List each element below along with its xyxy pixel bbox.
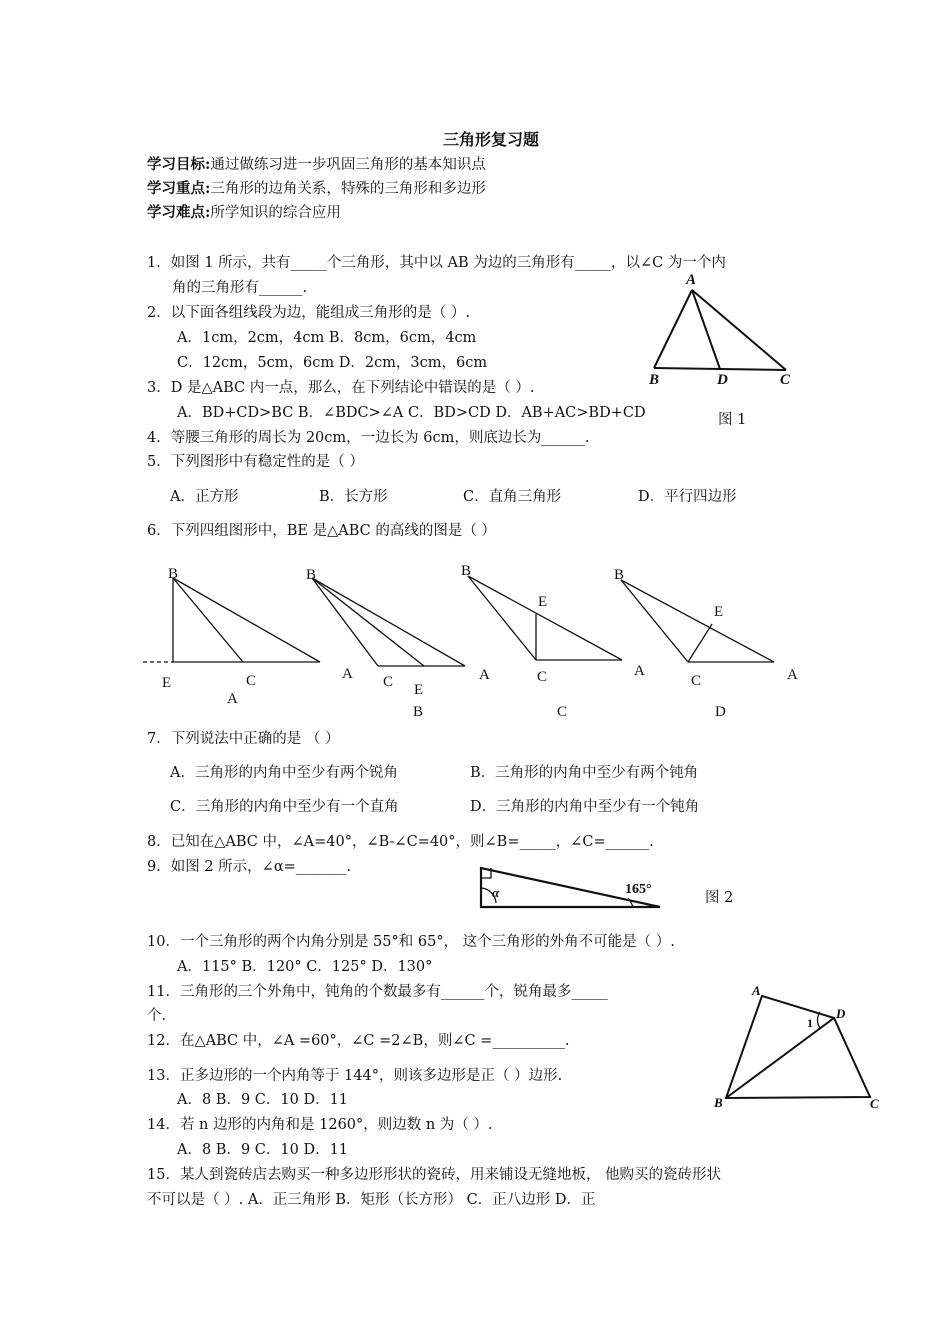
- q11-line2: 个.: [147, 1008, 167, 1024]
- q6-stem: 6．下列四组图形中，BE 是△ABC 的高线的图是（ ）: [147, 523, 496, 539]
- fig3-label-d: D: [836, 1006, 846, 1021]
- q5-option-c: C．直角三角形: [463, 489, 562, 505]
- fig2-caption: 图 2: [705, 890, 734, 906]
- difficulty-label: 学习难点:: [147, 204, 211, 221]
- q6-figure-d: [621, 580, 774, 662]
- q6a-label-c: C: [246, 673, 257, 689]
- q5-option-d: D．平行四边形: [638, 489, 737, 505]
- q1-line2: 角的三角形有______.: [172, 280, 308, 296]
- q8-text: 8．已知在△ABC 中，∠A=40°，∠B-∠C=40°，则∠B=_____，∠C=______.: [147, 834, 654, 850]
- q6d-label-b: B: [614, 567, 625, 583]
- q6-figure-b: [312, 578, 465, 666]
- fig3-label-c: C: [870, 1096, 879, 1111]
- fig1-label-a: A: [686, 272, 697, 288]
- goal-label: 学习目标:: [147, 156, 211, 173]
- q9-text: 9．如图 2 所示，∠α=_______.: [147, 859, 352, 875]
- q6a-label-e: E: [162, 675, 172, 691]
- q13-options: A．8 B．9 C．10 D．11: [177, 1092, 349, 1108]
- q7-option-b: B．三角形的内角中至少有两个钝角: [470, 765, 699, 781]
- q6c-label-a: A: [634, 663, 645, 679]
- fig3-label-a: A: [752, 983, 761, 998]
- q1-line1: 1．如图 1 所示，共有_____个三角形，其中以 AB 为边的三角形有_____，以∠C 为一个内: [147, 255, 726, 271]
- fig2-angle-label: 165°: [625, 882, 652, 897]
- q2-stem: 2．以下面各组线段为边，能组成三角形的是（ ）.: [147, 305, 470, 321]
- q6d-label-a: A: [787, 667, 798, 683]
- q10-options: A．115° B．120° C．125° D．130°: [177, 959, 433, 975]
- fig1-label-d: D: [717, 372, 728, 388]
- figure-3: [726, 996, 870, 1098]
- q6-figure-c: [468, 576, 622, 660]
- fig1-label-c: C: [780, 372, 791, 388]
- q4-text: 4．等腰三角形的周长为 20cm，一边长为 6cm，则底边长为______.: [147, 430, 590, 446]
- q7-option-c: C．三角形的内角中至少有一个直角: [170, 799, 399, 815]
- q2-options-1: A．1cm，2cm，4cm B．8cm，6cm，4cm: [177, 330, 477, 346]
- q6-option-d: D: [715, 704, 726, 720]
- page-title: 三角形复习题: [443, 130, 540, 149]
- q7-stem: 7．下列说法中正确的是 （ ）: [147, 731, 340, 747]
- focus-text: 三角形的边角关系，特殊的三角形和多边形: [210, 181, 486, 197]
- q7-option-a: A．三角形的内角中至少有两个锐角: [170, 765, 398, 781]
- q6d-label-c: C: [691, 673, 702, 689]
- q13-stem: 13．正多边形的一个内角等于 144°，则该多边形是正（ ）边形.: [147, 1068, 563, 1084]
- q6b-label-e: E: [414, 682, 424, 698]
- q5-stem: 5．下列图形中有稳定性的是（ ）: [147, 454, 364, 470]
- q6-option-a: A: [227, 691, 238, 707]
- q6d-label-e: E: [714, 604, 724, 620]
- q14-stem: 14．若 n 边形的内角和是 1260°，则边数 n 为（ ）.: [147, 1117, 493, 1133]
- q6c-label-c: C: [537, 669, 548, 685]
- fig3-label-b: B: [714, 1095, 723, 1110]
- fig1-caption: 图 1: [718, 412, 747, 428]
- q3-options: A．BD+CD>BC B．∠BDC>∠A C．BD>CD D．AB+AC>BD+CD: [177, 405, 646, 421]
- q12-text: 12．在△ABC 中，∠A =60°，∠C =2∠B，则∠C =__________.: [147, 1033, 570, 1049]
- q14-options: A．8 B．9 C．10 D．11: [177, 1142, 349, 1158]
- q6a-label-a: A: [342, 666, 353, 682]
- focus-label: 学习重点:: [147, 180, 211, 197]
- figure-1: [654, 290, 786, 370]
- fig2-alpha-label: α: [492, 885, 500, 900]
- q6b-label-b: B: [306, 567, 317, 583]
- q2-options-2: C．12cm，5cm，6cm D．2cm，3cm，6cm: [177, 355, 488, 371]
- q5-option-b: B．长方形: [319, 489, 388, 505]
- difficulty-text: 所学知识的综合应用: [210, 205, 341, 221]
- q15-line1: 15．某人到瓷砖店去购买一种多边形形状的瓷砖，用来铺设无缝地板， 他购买的瓷砖形状: [147, 1167, 722, 1183]
- q7-option-d: D．三角形的内角中至少有一个钝角: [470, 799, 700, 815]
- q11-line1: 11．三角形的三个外角中，钝角的个数最多有______个，锐角最多_____: [147, 984, 608, 1000]
- q6c-label-e: E: [538, 594, 548, 610]
- q5-option-a: A．正方形: [170, 489, 239, 505]
- q15-line2: 不可以是（ ）. A．正三角形 B．矩形（长方形） C．正八边形 D．正: [147, 1192, 596, 1208]
- q6b-label-c: C: [383, 674, 394, 690]
- q6a-label-b: B: [168, 566, 179, 582]
- q6b-label-a: A: [479, 667, 490, 683]
- fig3-label-1: 1: [807, 1016, 813, 1030]
- q6-option-c: C: [557, 704, 568, 720]
- q3-stem: 3．D 是△ABC 内一点，那么，在下列结论中错误的是（ ）.: [147, 380, 535, 396]
- goal-text: 通过做练习进一步巩固三角形的基本知识点: [210, 157, 486, 173]
- q10-stem: 10．一个三角形的两个内角分别是 55°和 65°， 这个三角形的外角不可能是（ ）.: [147, 934, 675, 950]
- q6-figure-a: [143, 578, 320, 662]
- fig1-label-b: B: [649, 372, 660, 388]
- q6-option-b: B: [413, 704, 424, 720]
- q6c-label-b: B: [461, 563, 472, 579]
